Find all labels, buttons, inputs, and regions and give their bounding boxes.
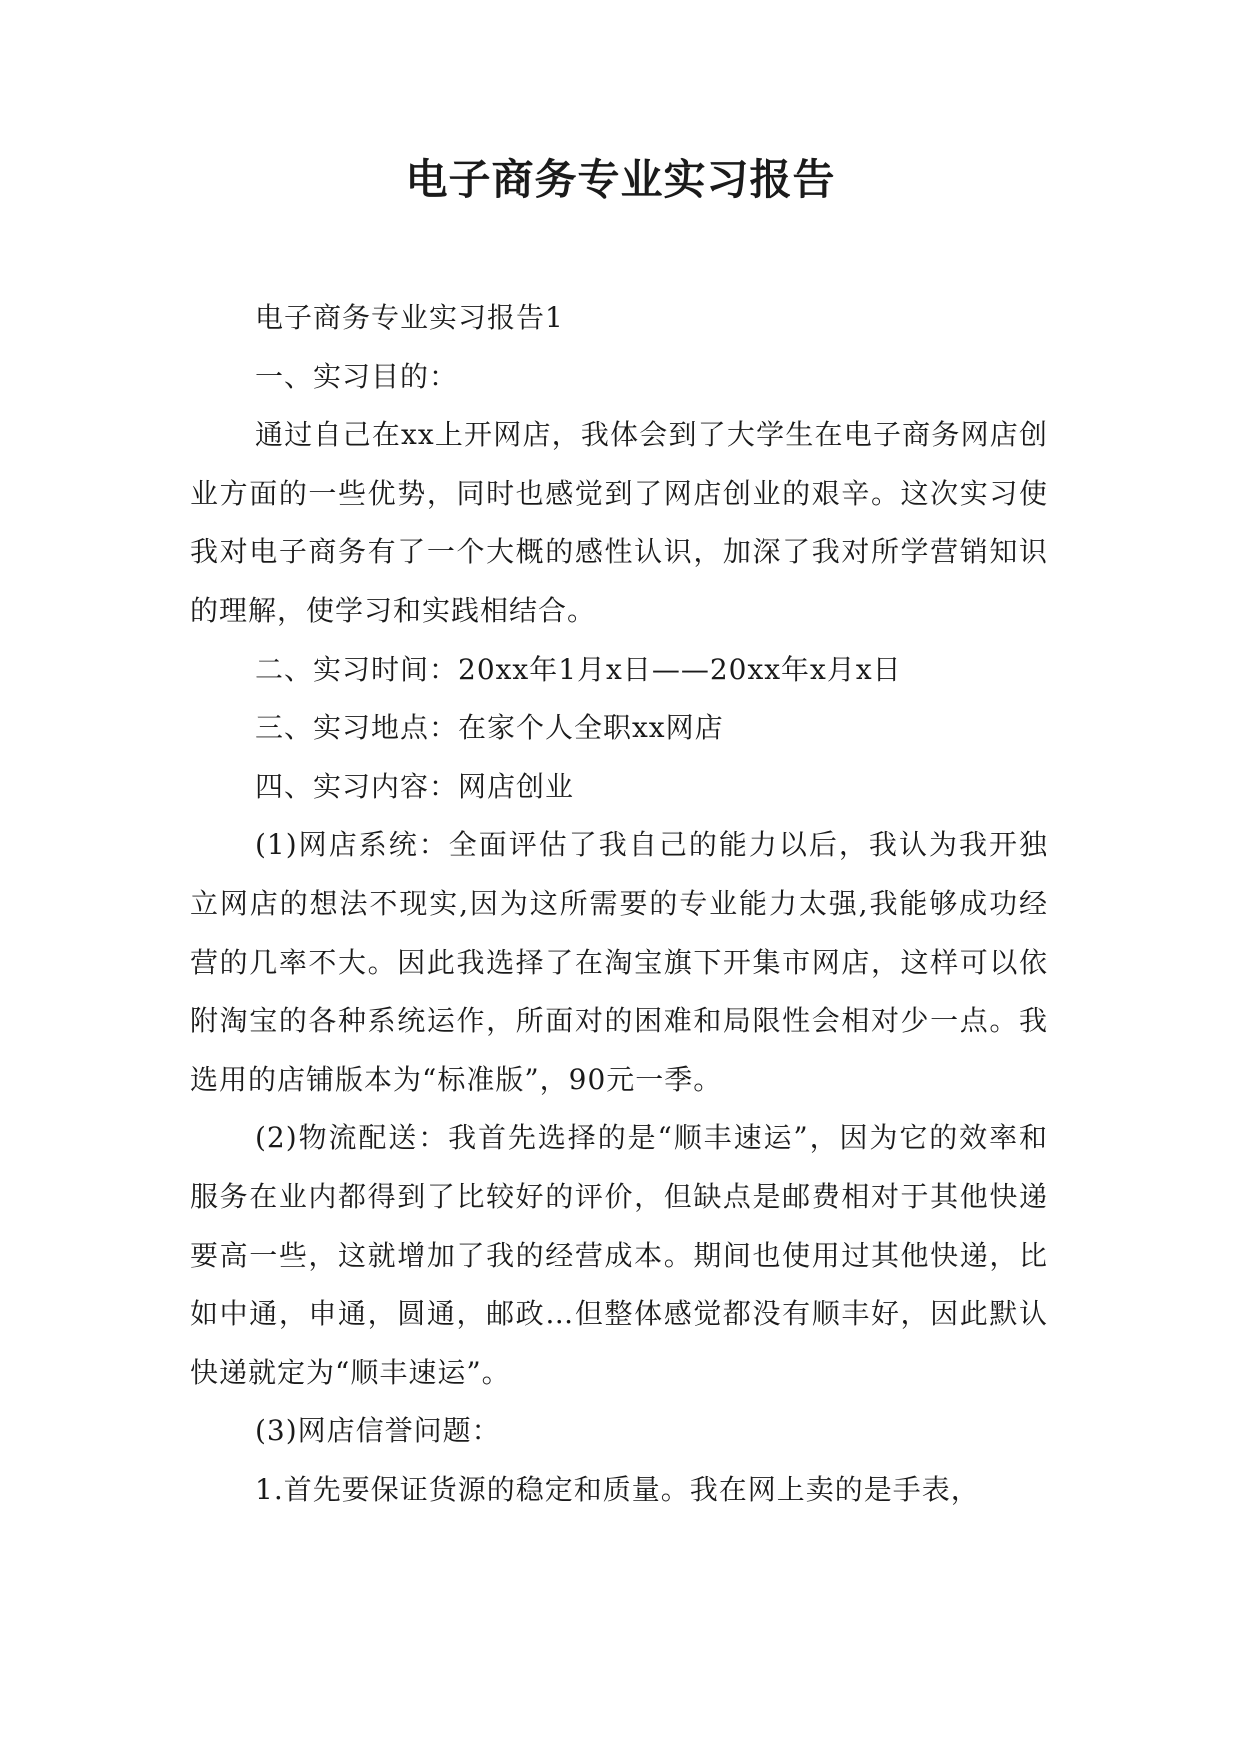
list-item: 1.首先要保证货源的稳定和质量。我在网上卖的是手表， [255,1472,980,1506]
section-heading: 电子商务专业实习报告1 [255,301,564,334]
document-body [190,289,1048,1519]
section-heading: 二、实习时间：20xx年1月x日——20xx年x月x日 [255,652,902,686]
body-paragraph: 通过自己在xx上开网店，我体会到了大学生在电子商务网店创业方面的一些优势，同时也感觉到了网店创业的艰辛。这次实习使我对电子商务有了一个大概的感性认识，加深了我对所学营销知识的理解，使学习和实践相结合。 [190,418,1048,627]
body-paragraph: (1)网店系统：全面评估了我自己的能力以后，我认为我开独立网店的想法不现实,因为这所需要的专业能力太强,我能够成功经营的几率不大。因此我选择了在淘宝旗下开集市网店，这样可以依附淘宝的各种系统运作，所面对的困难和局限性会相对少一点。我选用的店铺版本为“标准版”，90元一季。 [190,828,1048,1096]
section-heading: 三、实习地点：在家个人全职xx网店 [255,711,724,745]
body-paragraph: (2)物流配送：我首先选择的是“顺丰速运”，因为它的效率和服务在业内都得到了比较好的评价，但缺点是邮费相对于其他快递要高一些，这就增加了我的经营成本。期间也使用过其他快递，比如中通，申通，圆通，邮政…但整体感觉都没有顺丰好，因此默认快递就定为“顺丰速运”。 [190,1121,1048,1389]
section-heading: 四、实习内容：网店创业 [255,769,575,803]
section-heading: 一、实习目的： [255,359,459,393]
document-title: 电子商务专业实习报告 [405,155,836,204]
section-heading: (3)网店信誉问题： [255,1414,501,1448]
